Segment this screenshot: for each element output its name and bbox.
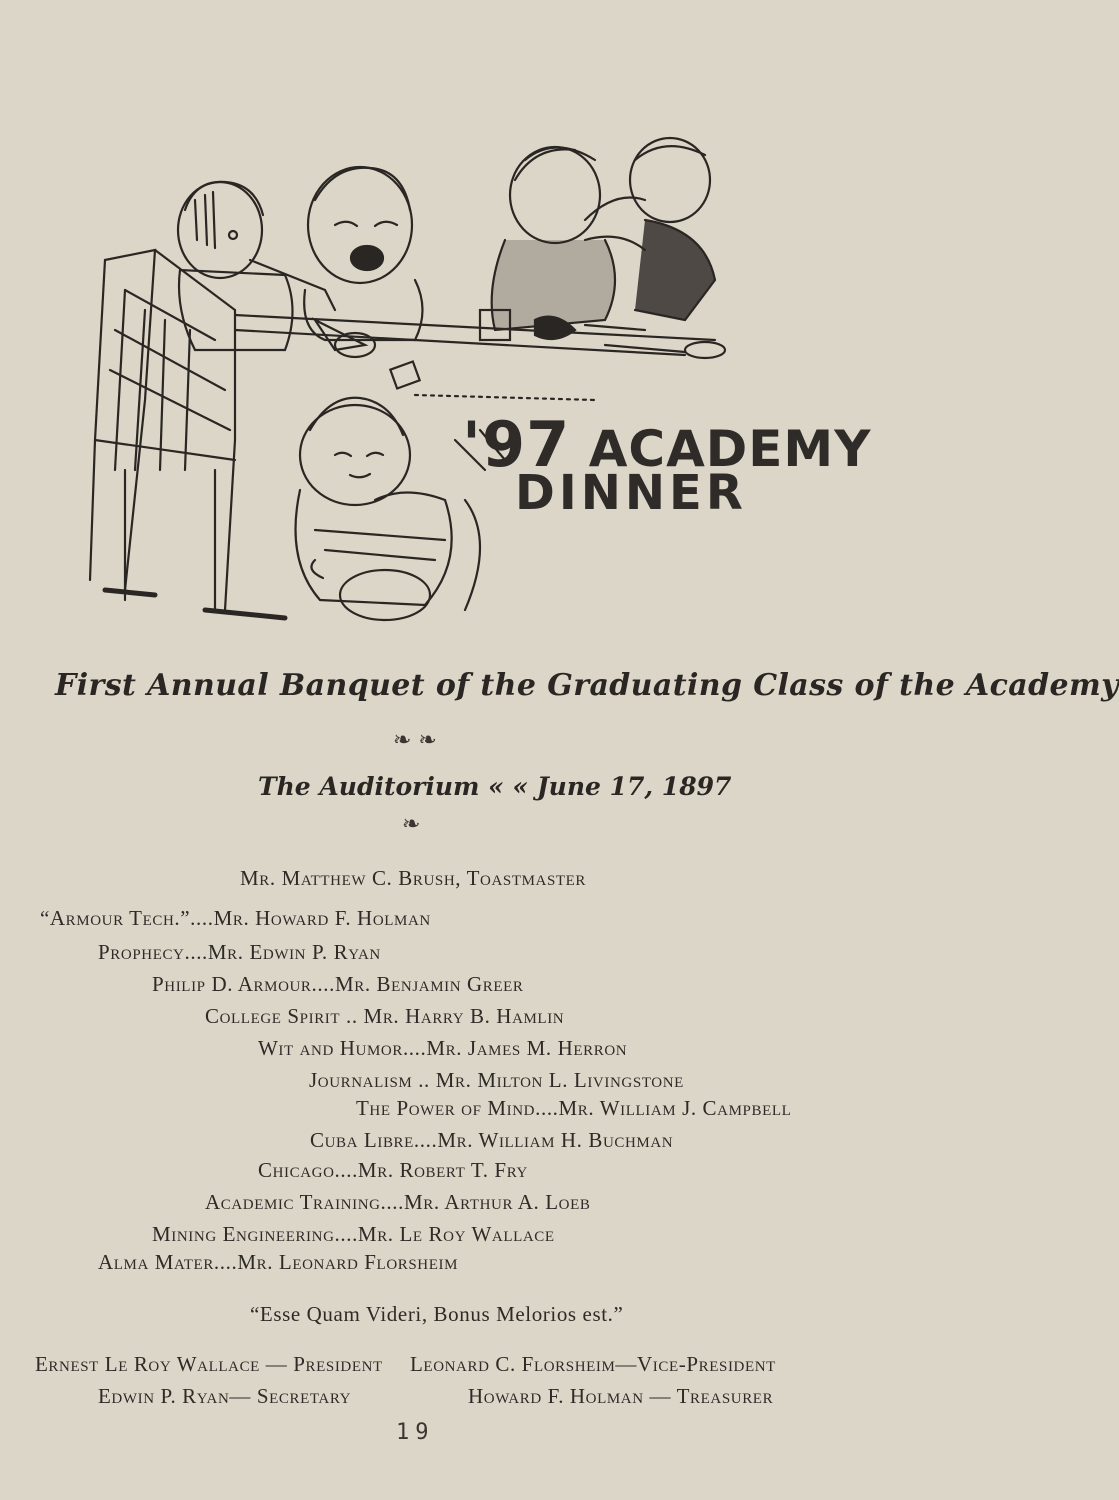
page-headline: First Annual Banquet of the Graduating Class of the Academy — [55, 668, 1119, 703]
toast-line: Wit and Humor....Mr. James M. Herron — [258, 1036, 628, 1060]
officer-vice-president: Leonard C. Florsheim—Vice-President — [410, 1352, 776, 1376]
illustration-drawing — [85, 140, 725, 640]
year-mark: '97 — [462, 408, 571, 481]
toast-line: Prophecy....Mr. Edwin P. Ryan — [98, 940, 381, 964]
toast-line: Philip D. Armour....Mr. Benjamin Greer — [152, 972, 524, 996]
children-dinner-illustration — [85, 140, 725, 640]
toast-line: College Spirit .. Mr. Harry B. Hamlin — [205, 1004, 565, 1028]
officer-secretary: Edwin P. Ryan— Secretary — [98, 1384, 352, 1408]
toast-line: Journalism .. Mr. Milton L. Livingstone — [309, 1068, 684, 1092]
venue-date: The Auditorium « « June 17, 1897 — [258, 772, 732, 801]
title-word: ACADEMY — [588, 420, 872, 478]
toast-line: Academic Training....Mr. Arthur A. Loeb — [205, 1190, 591, 1214]
toast-line: Alma Mater....Mr. Leonard Florsheim — [98, 1250, 459, 1274]
toast-line: “Armour Tech.”....Mr. Howard F. Holman — [40, 906, 431, 930]
ornament-mid: ❧ — [402, 812, 421, 837]
page-number: 19 — [396, 1420, 435, 1445]
officer-treasurer: Howard F. Holman — Treasurer — [468, 1384, 774, 1408]
illustration-subtitle: DINNER — [515, 465, 747, 521]
toastmaster-line: Mr. Matthew C. Brush, Toastmaster — [240, 866, 587, 890]
toast-line: Chicago....Mr. Robert T. Fry — [258, 1158, 528, 1182]
officer-president: Ernest Le Roy Wallace — President — [35, 1352, 383, 1376]
toast-line: Mining Engineering....Mr. Le Roy Wallace — [152, 1222, 555, 1246]
ornament-top: ❧ ❧ — [393, 728, 437, 753]
toast-line: The Power of Mind....Mr. William J. Campbell — [356, 1096, 792, 1120]
toast-line: Cuba Libre....Mr. William H. Buchman — [310, 1128, 674, 1152]
motto: “Esse Quam Videri, Bonus Melorios est.” — [250, 1302, 624, 1326]
